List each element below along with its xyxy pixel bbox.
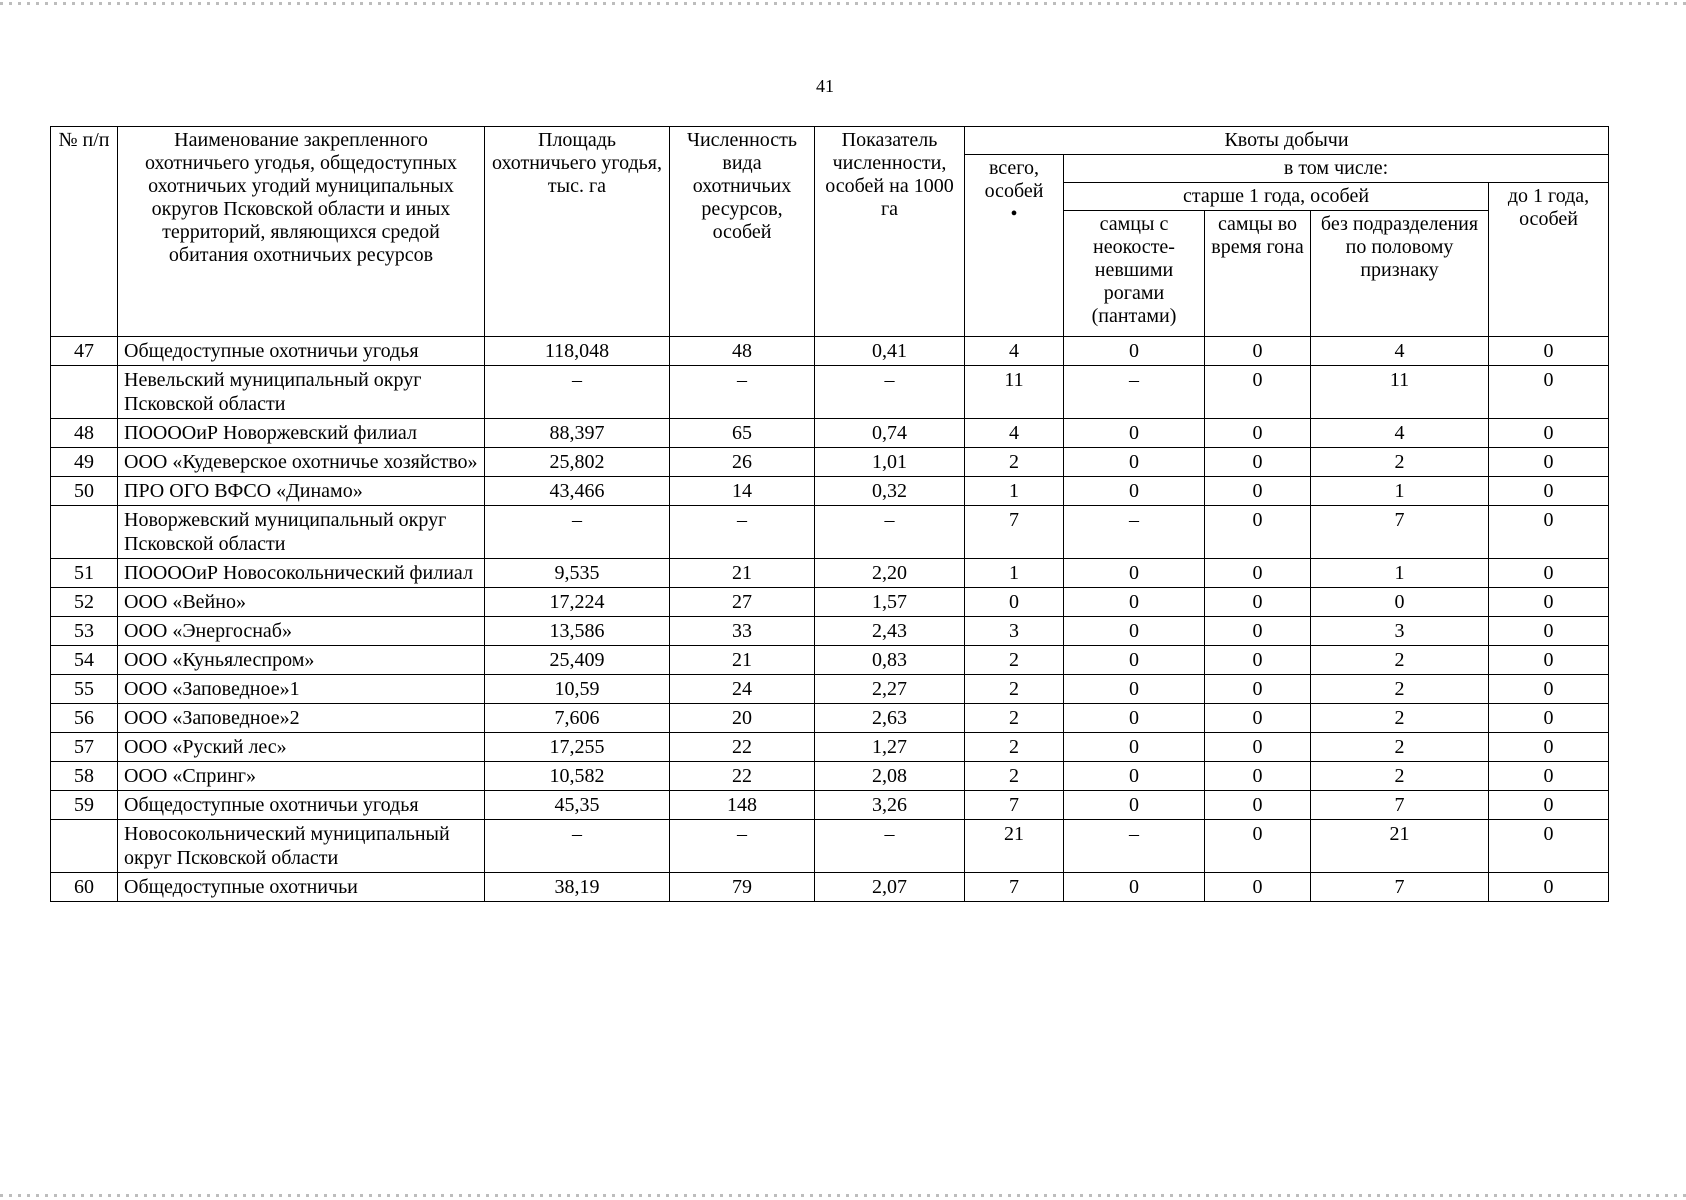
table-row: Невельский муниципальный округ Псковской области – – – 11 – 0 11 0 — [51, 366, 1609, 419]
quota-table — [50, 126, 1609, 902]
table-row: 55 ООО «Заповедное»1 10,59 24 2,27 2 0 0 2 0 — [51, 675, 1609, 704]
header-name: Наименование закрепленного охотничьего угодья, общедоступных охотничьих угодий муниципальных округов Псковской области и иных территорий, являющихся средой обитания охотничьих ресурсов — [118, 127, 485, 337]
table-row: 49 ООО «Кудеверское охотничье хозяйство» 25,802 26 1,01 2 0 0 2 0 — [51, 448, 1609, 477]
header-rut: самцы во время гона — [1205, 211, 1311, 337]
header-under: до 1 года, особей — [1489, 183, 1609, 337]
header-total: всего, особей • — [965, 155, 1064, 337]
table-row: 57 ООО «Руский лес» 17,255 22 1,27 2 0 0 2 0 — [51, 733, 1609, 762]
header-nosex: без подразделения по половому признаку — [1311, 211, 1489, 337]
table-row: 47 Общедоступные охотничьи угодья 118,048 48 0,41 4 0 0 4 0 — [51, 337, 1609, 366]
table-row: 53 ООО «Энергоснаб» 13,586 33 2,43 3 0 0 3 0 — [51, 617, 1609, 646]
header-area: Площадь охотничьего угодья, тыс. га — [485, 127, 670, 337]
header-quotas: Квоты добычи — [965, 127, 1609, 155]
table-row: 48 ПОOOОиР Новоржевский филиал 88,397 65 0,74 4 0 0 4 0 — [51, 419, 1609, 448]
scan-edge-bottom — [0, 1194, 1686, 1197]
table-row: 52 ООО «Вейно» 17,224 27 1,57 0 0 0 0 0 — [51, 588, 1609, 617]
table-row: 59 Общедоступные охотничьи угодья 45,35 148 3,26 7 0 0 7 0 — [51, 791, 1609, 820]
table-row: 51 ПОOOОиР Новосокольнический филиал 9,535 21 2,20 1 0 0 1 0 — [51, 559, 1609, 588]
scan-edge-top — [0, 2, 1686, 5]
table-row: 60 Общедоступные охотничьи 38,19 79 2,07 7 0 0 7 0 — [51, 873, 1609, 902]
table-row: Новоржевский муниципальный округ Псковской области – – – 7 – 0 7 0 — [51, 506, 1609, 559]
table-row: 54 ООО «Куньялеспром» 25,409 21 0,83 2 0 0 2 0 — [51, 646, 1609, 675]
header-older: старше 1 года, особей — [1064, 183, 1489, 211]
header-density: Показатель численности, особей на 1000 га — [815, 127, 965, 337]
page-number: 41 — [816, 76, 834, 96]
header-num: № п/п — [51, 127, 118, 337]
table-row: Новосокольнический муниципальный округ Псковской области – – – 21 – 0 21 0 — [51, 820, 1609, 873]
table-row: 50 ПРО ОГО ВФСО «Динамо» 43,466 14 0,32 1 0 0 1 0 — [51, 477, 1609, 506]
header-including: в том числе: — [1064, 155, 1609, 183]
header-population: Численность вида охотничьих ресурсов, особей — [670, 127, 815, 337]
header-total-mark: • — [1010, 203, 1018, 225]
table-row: 58 ООО «Спринг» 10,582 22 2,08 2 0 0 2 0 — [51, 762, 1609, 791]
header-antlers: самцы с неокосте-невшими рогами (пантами) — [1064, 211, 1205, 337]
table-body — [51, 337, 1609, 902]
table-row: 56 ООО «Заповедное»2 7,606 20 2,63 2 0 0 2 0 — [51, 704, 1609, 733]
